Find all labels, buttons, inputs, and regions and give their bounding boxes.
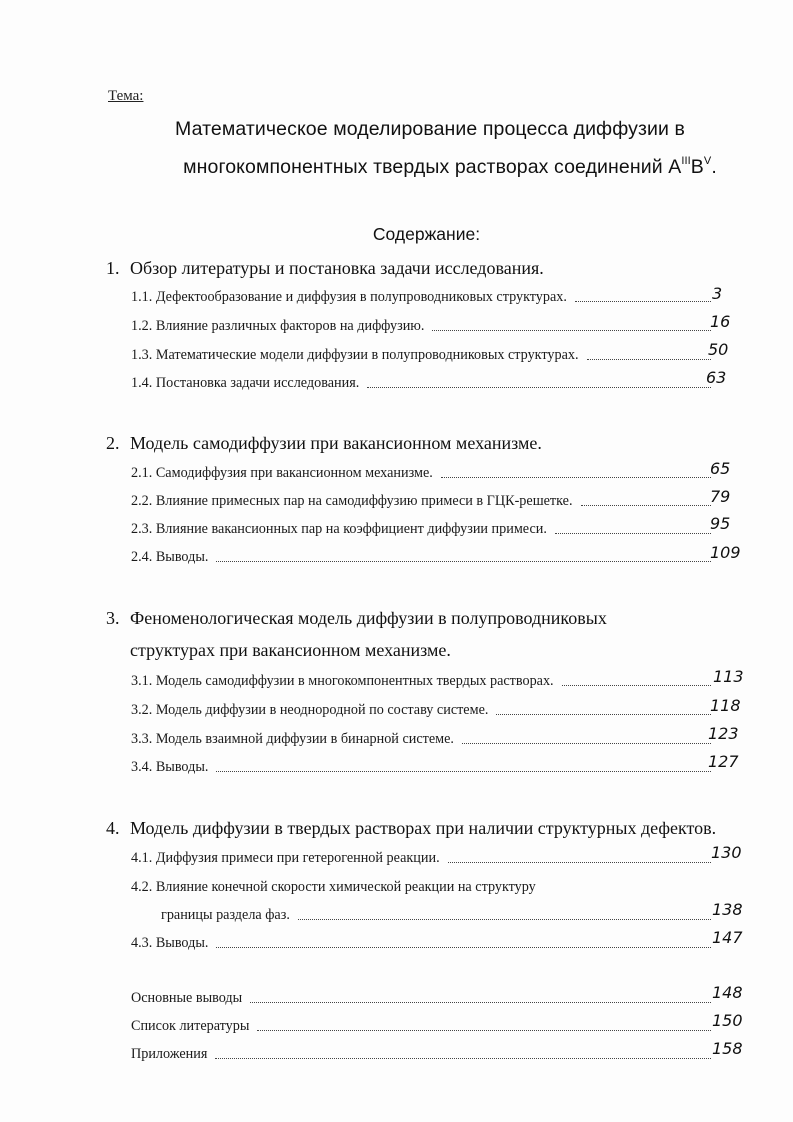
toc-row (131, 728, 711, 748)
title-period: . (711, 156, 717, 178)
page-number: 130 (711, 843, 742, 862)
toc-row (131, 670, 711, 690)
toc-label: 4.2. Влияние конечной скорости химической реакции на структуру (131, 879, 536, 895)
toc-label: 2.1. Самодиффузия при вакансионном механизме. (131, 465, 433, 481)
toc-row (131, 372, 711, 392)
page-number: 79 (710, 487, 731, 506)
dot-leader (215, 1044, 711, 1059)
page-number: 147 (712, 928, 743, 947)
toc-label: 3.3. Модель взаимной диффузии в бинарной системе. (131, 731, 454, 747)
toc-label: 2.4. Выводы. (131, 549, 209, 565)
toc-label: 3.1. Модель самодиффузии в многокомпонентных твердых растворах. (131, 673, 554, 689)
section-title-text: Феноменологическая модель диффузии в полупроводниковых (130, 608, 607, 628)
dot-leader (555, 519, 711, 534)
toc-row (131, 987, 711, 1007)
dot-leader (441, 463, 711, 478)
toc-row (131, 756, 711, 776)
page-number: 127 (708, 752, 739, 771)
toc-label: Основные выводы (131, 990, 243, 1006)
dot-leader (257, 1016, 711, 1031)
toc-row (131, 315, 711, 335)
dot-leader (562, 671, 711, 686)
section-4-title (106, 818, 716, 839)
toc-label: границы раздела фаз. (161, 907, 290, 923)
page-number: 118 (710, 696, 741, 715)
section-1-title (106, 258, 544, 279)
toc-row (131, 490, 711, 510)
toc-label: 2.2. Влияние примесных пар на самодиффузию примеси в ГЦК-решетке. (131, 493, 573, 509)
dot-leader (462, 729, 711, 744)
toc-row (131, 344, 711, 364)
toc-row (131, 932, 711, 952)
page-number: 138 (712, 900, 743, 919)
toc-row (131, 847, 711, 867)
section-title-text: Модель самодиффузии при вакансионном механизме. (130, 433, 542, 453)
toc-row (131, 286, 711, 306)
dot-leader (216, 933, 711, 948)
toc-label: 1.4. Постановка задачи исследования. (131, 375, 360, 391)
dot-leader (448, 848, 711, 863)
dot-leader (216, 547, 711, 562)
dot-leader (581, 491, 711, 506)
page-number: 158 (712, 1039, 743, 1058)
section-number: 1. (106, 258, 120, 278)
dot-leader (575, 287, 711, 302)
dot-leader (367, 373, 711, 388)
dot-leader (432, 316, 711, 331)
page-number: 65 (710, 459, 731, 478)
toc-row (131, 518, 711, 538)
toc-label: 1.3. Математические модели диффузии в полупроводниковых структурах. (131, 347, 579, 363)
toc-row (131, 1015, 711, 1035)
page-number: 3 (712, 284, 723, 303)
page-number: 63 (706, 368, 727, 387)
page-number: 109 (710, 543, 741, 562)
toc-label: 3.4. Выводы. (131, 759, 209, 775)
page-number: 113 (713, 667, 744, 686)
toc-label: Приложения (131, 1046, 208, 1062)
page-number: 16 (710, 312, 731, 331)
section-number: 4. (106, 818, 120, 838)
dot-leader (298, 905, 711, 920)
toc-row (131, 876, 711, 896)
title-line-2 (0, 156, 793, 179)
toc-label: 4.3. Выводы. (131, 935, 209, 951)
section-title-text: Обзор литературы и постановка задачи исследования. (130, 258, 544, 278)
section-number: 2. (106, 433, 120, 453)
title-b: B (690, 156, 704, 178)
toc-row (161, 904, 711, 924)
page-number: 95 (710, 514, 731, 533)
contents-heading: Содержание: (372, 224, 481, 244)
toc-label: Список литературы (131, 1018, 250, 1034)
toc-row (131, 546, 711, 566)
toc-row (131, 1043, 711, 1063)
page-number: 123 (708, 724, 739, 743)
section-number: 3. (106, 608, 120, 628)
section-3-title (106, 608, 607, 629)
page-number: 148 (712, 983, 743, 1002)
dot-leader (496, 700, 711, 715)
title-line-1: Математическое моделирование процесса диффузии в (175, 118, 685, 140)
section-3-title-continued: структурах при вакансионном механизме. (130, 640, 451, 660)
title-superscript-iii: III (681, 155, 691, 167)
toc-label: 4.1. Диффузия примеси при гетерогенной реакции. (131, 850, 440, 866)
dot-leader (216, 757, 711, 772)
tema-label: Тема: (108, 88, 144, 104)
page-number: 50 (708, 340, 729, 359)
section-title-text: Модель диффузии в твердых растворах при наличии структурных дефектов. (130, 818, 717, 838)
dot-leader (250, 988, 711, 1003)
toc-label: 3.2. Модель диффузии в неоднородной по составу системе. (131, 702, 489, 718)
page-number: 150 (712, 1011, 743, 1030)
toc-label: 1.1. Дефектообразование и диффузия в полупроводниковых структурах. (131, 289, 567, 305)
dot-leader (587, 345, 711, 360)
title-superscript-v: V (703, 155, 712, 167)
toc-row (131, 462, 711, 482)
section-2-title (106, 433, 542, 454)
toc-label: 1.2. Влияние различных факторов на диффузию. (131, 318, 425, 334)
toc-row (131, 699, 711, 719)
toc-label: 2.3. Влияние вакансионных пар на коэффициент диффузии примеси. (131, 521, 547, 537)
title-line-2-text: многокомпонентных твердых растворах соединений A (183, 156, 682, 178)
